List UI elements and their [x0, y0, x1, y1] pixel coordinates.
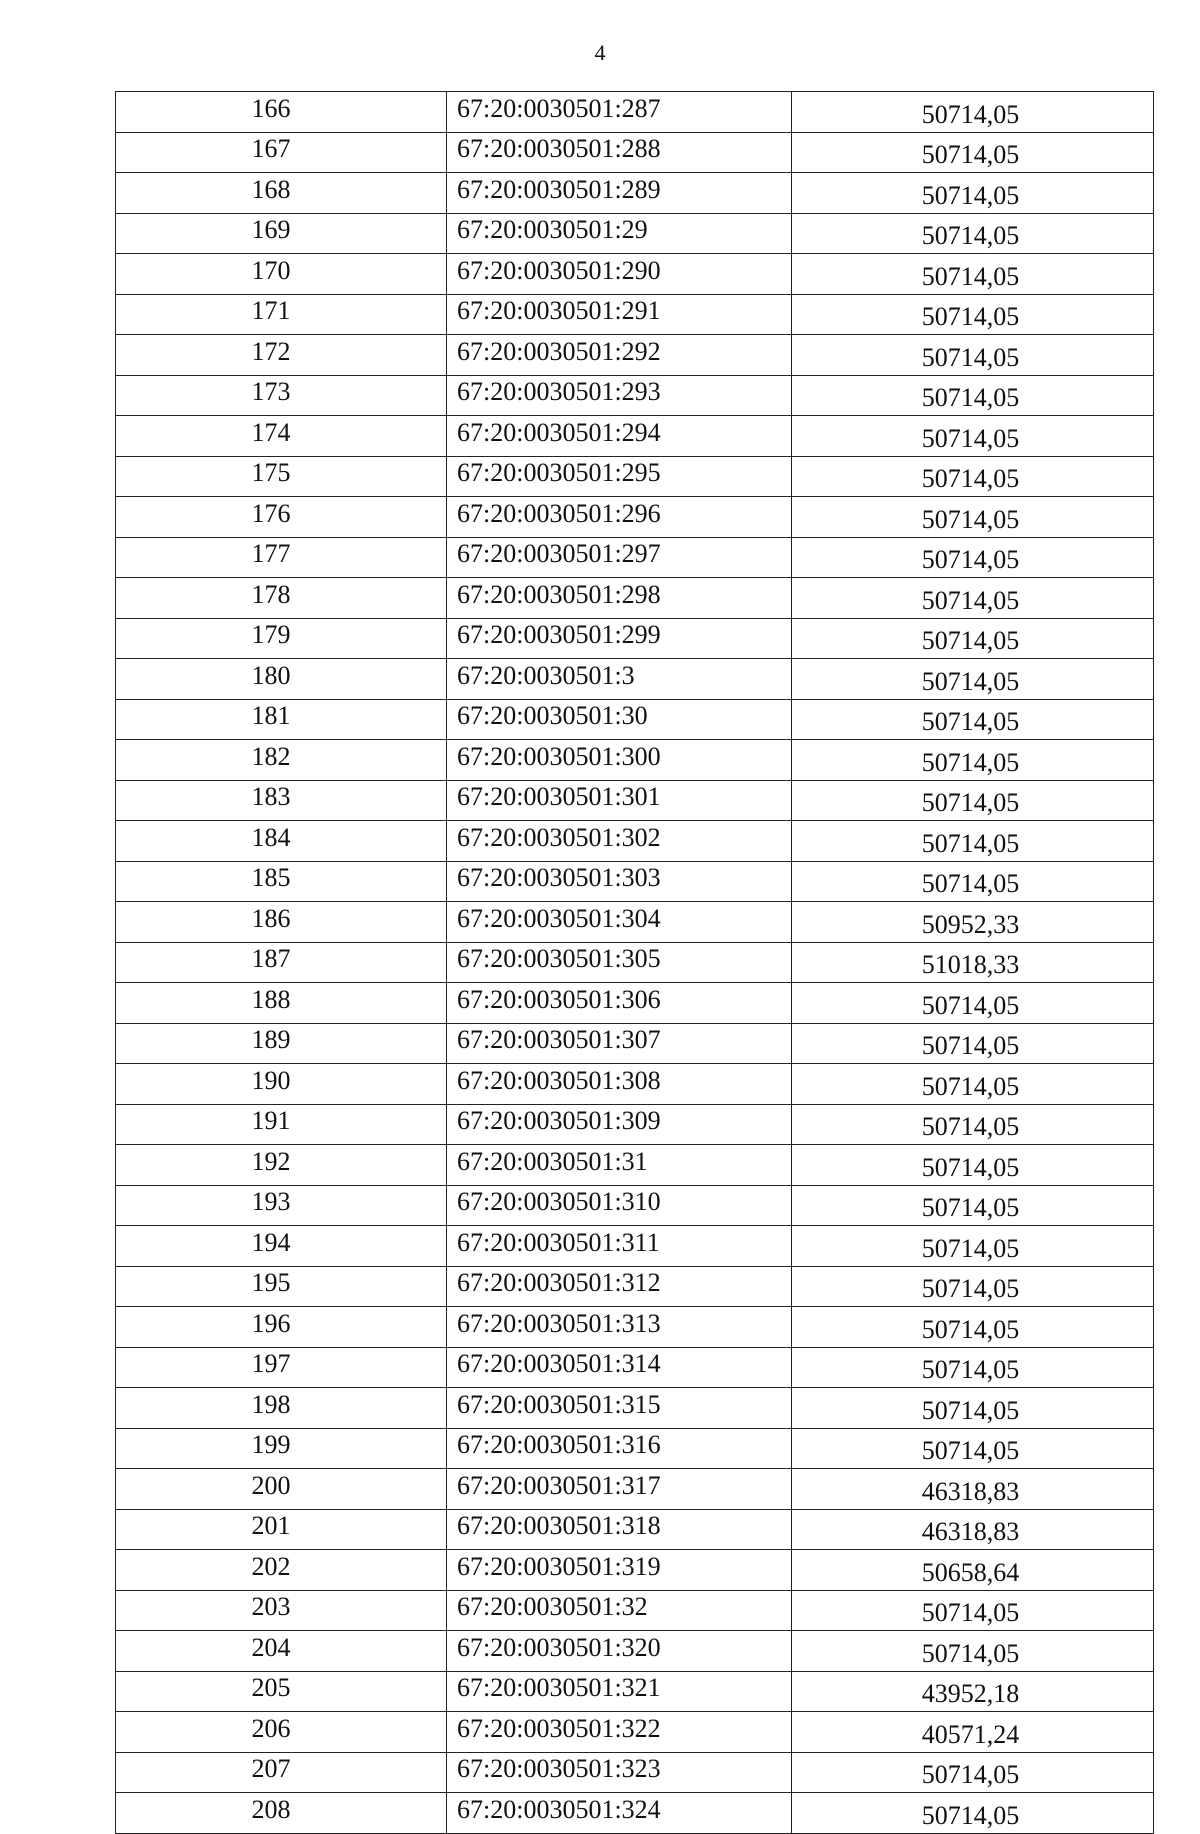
cadastral-number-cell: 67:20:0030501:309 — [447, 1104, 792, 1145]
row-number-cell: 176 — [116, 497, 447, 538]
cadastral-number-cell: 67:20:0030501:3 — [447, 659, 792, 700]
table-row — [116, 1509, 1154, 1550]
row-number-cell: 187 — [116, 942, 447, 983]
cadastral-value-cell: 50714,05 — [792, 618, 1154, 659]
cadastral-value-cell: 50714,05 — [792, 213, 1154, 254]
cadastral-number-cell: 67:20:0030501:290 — [447, 254, 792, 295]
table-row — [116, 942, 1154, 983]
cadastral-value-cell: 50714,05 — [792, 1752, 1154, 1793]
cadastral-number-cell: 67:20:0030501:315 — [447, 1388, 792, 1429]
cadastral-number-cell: 67:20:0030501:321 — [447, 1671, 792, 1712]
cadastral-number-cell: 67:20:0030501:31 — [447, 1145, 792, 1186]
row-number-cell: 190 — [116, 1064, 447, 1105]
table-row — [116, 1185, 1154, 1226]
cadastral-value-cell: 50714,05 — [792, 1185, 1154, 1226]
row-number-cell: 204 — [116, 1631, 447, 1672]
cadastral-number-cell: 67:20:0030501:298 — [447, 578, 792, 619]
cadastral-number-cell: 67:20:0030501:317 — [447, 1469, 792, 1510]
row-number-cell: 184 — [116, 821, 447, 862]
cadastral-value-cell: 50714,05 — [792, 1104, 1154, 1145]
table-row — [116, 902, 1154, 943]
cadastral-number-cell: 67:20:0030501:319 — [447, 1550, 792, 1591]
table-row — [116, 983, 1154, 1024]
cadastral-value-cell: 50714,05 — [792, 1226, 1154, 1267]
cadastral-number-cell: 67:20:0030501:311 — [447, 1226, 792, 1267]
cadastral-number-cell: 67:20:0030501:32 — [447, 1590, 792, 1631]
cadastral-value-cell: 50714,05 — [792, 456, 1154, 497]
cadastral-number-cell: 67:20:0030501:314 — [447, 1347, 792, 1388]
row-number-cell: 166 — [116, 92, 447, 133]
cadastral-value-cell: 50714,05 — [792, 294, 1154, 335]
cadastral-value-cell: 50714,05 — [792, 416, 1154, 457]
row-number-cell: 196 — [116, 1307, 447, 1348]
cadastral-number-cell: 67:20:0030501:322 — [447, 1712, 792, 1753]
table-row — [116, 1307, 1154, 1348]
row-number-cell: 202 — [116, 1550, 447, 1591]
cadastral-number-cell: 67:20:0030501:304 — [447, 902, 792, 943]
row-number-cell: 201 — [116, 1509, 447, 1550]
cadastral-number-cell: 67:20:0030501:307 — [447, 1023, 792, 1064]
cadastral-value-cell: 50714,05 — [792, 537, 1154, 578]
cadastral-value-cell: 50714,05 — [792, 173, 1154, 214]
cadastral-number-cell: 67:20:0030501:308 — [447, 1064, 792, 1105]
table-row — [116, 335, 1154, 376]
row-number-cell: 168 — [116, 173, 447, 214]
cadastral-number-cell: 67:20:0030501:29 — [447, 213, 792, 254]
table-row — [116, 1752, 1154, 1793]
row-number-cell: 173 — [116, 375, 447, 416]
row-number-cell: 207 — [116, 1752, 447, 1793]
cadastral-number-cell: 67:20:0030501:310 — [447, 1185, 792, 1226]
table-row — [116, 1428, 1154, 1469]
cadastral-number-cell: 67:20:0030501:289 — [447, 173, 792, 214]
cadastral-number-cell: 67:20:0030501:320 — [447, 1631, 792, 1672]
cadastral-number-cell: 67:20:0030501:302 — [447, 821, 792, 862]
row-number-cell: 192 — [116, 1145, 447, 1186]
row-number-cell: 177 — [116, 537, 447, 578]
cadastral-number-cell: 67:20:0030501:295 — [447, 456, 792, 497]
cadastral-number-cell: 67:20:0030501:318 — [447, 1509, 792, 1550]
table-row — [116, 92, 1154, 133]
table-row — [116, 618, 1154, 659]
table-row — [116, 1590, 1154, 1631]
row-number-cell: 195 — [116, 1266, 447, 1307]
cadastral-value-cell: 50714,05 — [792, 861, 1154, 902]
row-number-cell: 169 — [116, 213, 447, 254]
cadastral-value-cell: 50714,05 — [792, 1307, 1154, 1348]
table-row — [116, 699, 1154, 740]
cadastral-number-cell: 67:20:0030501:30 — [447, 699, 792, 740]
cadastral-number-cell: 67:20:0030501:303 — [447, 861, 792, 902]
cadastral-value-cell: 50714,05 — [792, 1631, 1154, 1672]
cadastral-number-cell: 67:20:0030501:293 — [447, 375, 792, 416]
row-number-cell: 198 — [116, 1388, 447, 1429]
table-row — [116, 1104, 1154, 1145]
table-row — [116, 861, 1154, 902]
table-row — [116, 1469, 1154, 1510]
row-number-cell: 185 — [116, 861, 447, 902]
cadastral-value-cell: 46318,83 — [792, 1509, 1154, 1550]
cadastral-number-cell: 67:20:0030501:296 — [447, 497, 792, 538]
cadastral-value-cell: 51018,33 — [792, 942, 1154, 983]
table-row — [116, 1145, 1154, 1186]
cadastral-value-cell: 50714,05 — [792, 578, 1154, 619]
table-row — [116, 1631, 1154, 1672]
table-row — [116, 1064, 1154, 1105]
row-number-cell: 206 — [116, 1712, 447, 1753]
row-number-cell: 179 — [116, 618, 447, 659]
cadastral-number-cell: 67:20:0030501:300 — [447, 740, 792, 781]
table-row — [116, 497, 1154, 538]
table-row — [116, 1347, 1154, 1388]
table-row — [116, 821, 1154, 862]
cadastral-value-cell: 40571,24 — [792, 1712, 1154, 1753]
cadastral-value-cell: 50714,05 — [792, 780, 1154, 821]
row-number-cell: 182 — [116, 740, 447, 781]
row-number-cell: 183 — [116, 780, 447, 821]
row-number-cell: 205 — [116, 1671, 447, 1712]
table-row — [116, 1266, 1154, 1307]
cadastral-number-cell: 67:20:0030501:294 — [447, 416, 792, 457]
cadastral-value-cell: 50714,05 — [792, 1388, 1154, 1429]
row-number-cell: 178 — [116, 578, 447, 619]
table-row — [116, 456, 1154, 497]
cadastral-number-cell: 67:20:0030501:301 — [447, 780, 792, 821]
row-number-cell: 186 — [116, 902, 447, 943]
cadastral-value-cell: 50952,33 — [792, 902, 1154, 943]
row-number-cell: 197 — [116, 1347, 447, 1388]
table-row — [116, 659, 1154, 700]
table-row — [116, 254, 1154, 295]
table-row — [116, 1023, 1154, 1064]
cadastral-number-cell: 67:20:0030501:305 — [447, 942, 792, 983]
cadastral-value-cell: 50714,05 — [792, 1266, 1154, 1307]
cadastral-number-cell: 67:20:0030501:287 — [447, 92, 792, 133]
cadastral-number-cell: 67:20:0030501:291 — [447, 294, 792, 335]
cadastral-value-table — [115, 91, 1154, 1834]
cadastral-value-cell: 50714,05 — [792, 132, 1154, 173]
cadastral-number-cell: 67:20:0030501:313 — [447, 1307, 792, 1348]
row-number-cell: 203 — [116, 1590, 447, 1631]
cadastral-value-cell: 50714,05 — [792, 1428, 1154, 1469]
cadastral-value-cell: 50714,05 — [792, 254, 1154, 295]
cadastral-value-cell: 50714,05 — [792, 1793, 1154, 1834]
row-number-cell: 189 — [116, 1023, 447, 1064]
table-row — [116, 537, 1154, 578]
row-number-cell: 199 — [116, 1428, 447, 1469]
row-number-cell: 194 — [116, 1226, 447, 1267]
cadastral-value-cell: 46318,83 — [792, 1469, 1154, 1510]
cadastral-value-cell: 50714,05 — [792, 1347, 1154, 1388]
cadastral-value-cell: 50714,05 — [792, 740, 1154, 781]
table-row — [116, 213, 1154, 254]
table-row — [116, 780, 1154, 821]
table-row — [116, 1550, 1154, 1591]
row-number-cell: 193 — [116, 1185, 447, 1226]
table-row — [116, 578, 1154, 619]
cadastral-number-cell: 67:20:0030501:288 — [447, 132, 792, 173]
cadastral-number-cell: 67:20:0030501:312 — [447, 1266, 792, 1307]
cadastral-value-cell: 43952,18 — [792, 1671, 1154, 1712]
cadastral-number-cell: 67:20:0030501:292 — [447, 335, 792, 376]
cadastral-value-cell: 50714,05 — [792, 1590, 1154, 1631]
row-number-cell: 208 — [116, 1793, 447, 1834]
row-number-cell: 170 — [116, 254, 447, 295]
cadastral-value-cell: 50714,05 — [792, 335, 1154, 376]
cadastral-number-cell: 67:20:0030501:299 — [447, 618, 792, 659]
cadastral-value-cell: 50714,05 — [792, 699, 1154, 740]
cadastral-number-cell: 67:20:0030501:306 — [447, 983, 792, 1024]
table-row — [116, 1388, 1154, 1429]
cadastral-value-cell: 50714,05 — [792, 497, 1154, 538]
row-number-cell: 175 — [116, 456, 447, 497]
table-row — [116, 294, 1154, 335]
cadastral-number-cell: 67:20:0030501:316 — [447, 1428, 792, 1469]
table-row — [116, 1671, 1154, 1712]
cadastral-value-cell: 50714,05 — [792, 1145, 1154, 1186]
table-row — [116, 375, 1154, 416]
cadastral-number-cell: 67:20:0030501:324 — [447, 1793, 792, 1834]
row-number-cell: 200 — [116, 1469, 447, 1510]
cadastral-value-cell: 50714,05 — [792, 375, 1154, 416]
cadastral-value-cell: 50714,05 — [792, 1023, 1154, 1064]
cadastral-number-cell: 67:20:0030501:297 — [447, 537, 792, 578]
cadastral-value-cell: 50714,05 — [792, 92, 1154, 133]
cadastral-value-cell: 50714,05 — [792, 983, 1154, 1024]
row-number-cell: 181 — [116, 699, 447, 740]
row-number-cell: 188 — [116, 983, 447, 1024]
row-number-cell: 171 — [116, 294, 447, 335]
table-row — [116, 416, 1154, 457]
table-row — [116, 173, 1154, 214]
cadastral-value-cell: 50658,64 — [792, 1550, 1154, 1591]
cadastral-value-cell: 50714,05 — [792, 821, 1154, 862]
cadastral-value-cell: 50714,05 — [792, 659, 1154, 700]
row-number-cell: 191 — [116, 1104, 447, 1145]
cadastral-number-cell: 67:20:0030501:323 — [447, 1752, 792, 1793]
row-number-cell: 167 — [116, 132, 447, 173]
page-number: 4 — [594, 40, 606, 65]
row-number-cell: 174 — [116, 416, 447, 457]
table-row — [116, 740, 1154, 781]
table-row — [116, 1226, 1154, 1267]
table-body — [116, 92, 1154, 1834]
table-row — [116, 1793, 1154, 1834]
cadastral-value-cell: 50714,05 — [792, 1064, 1154, 1105]
table-row — [116, 132, 1154, 173]
row-number-cell: 180 — [116, 659, 447, 700]
table-row — [116, 1712, 1154, 1753]
row-number-cell: 172 — [116, 335, 447, 376]
